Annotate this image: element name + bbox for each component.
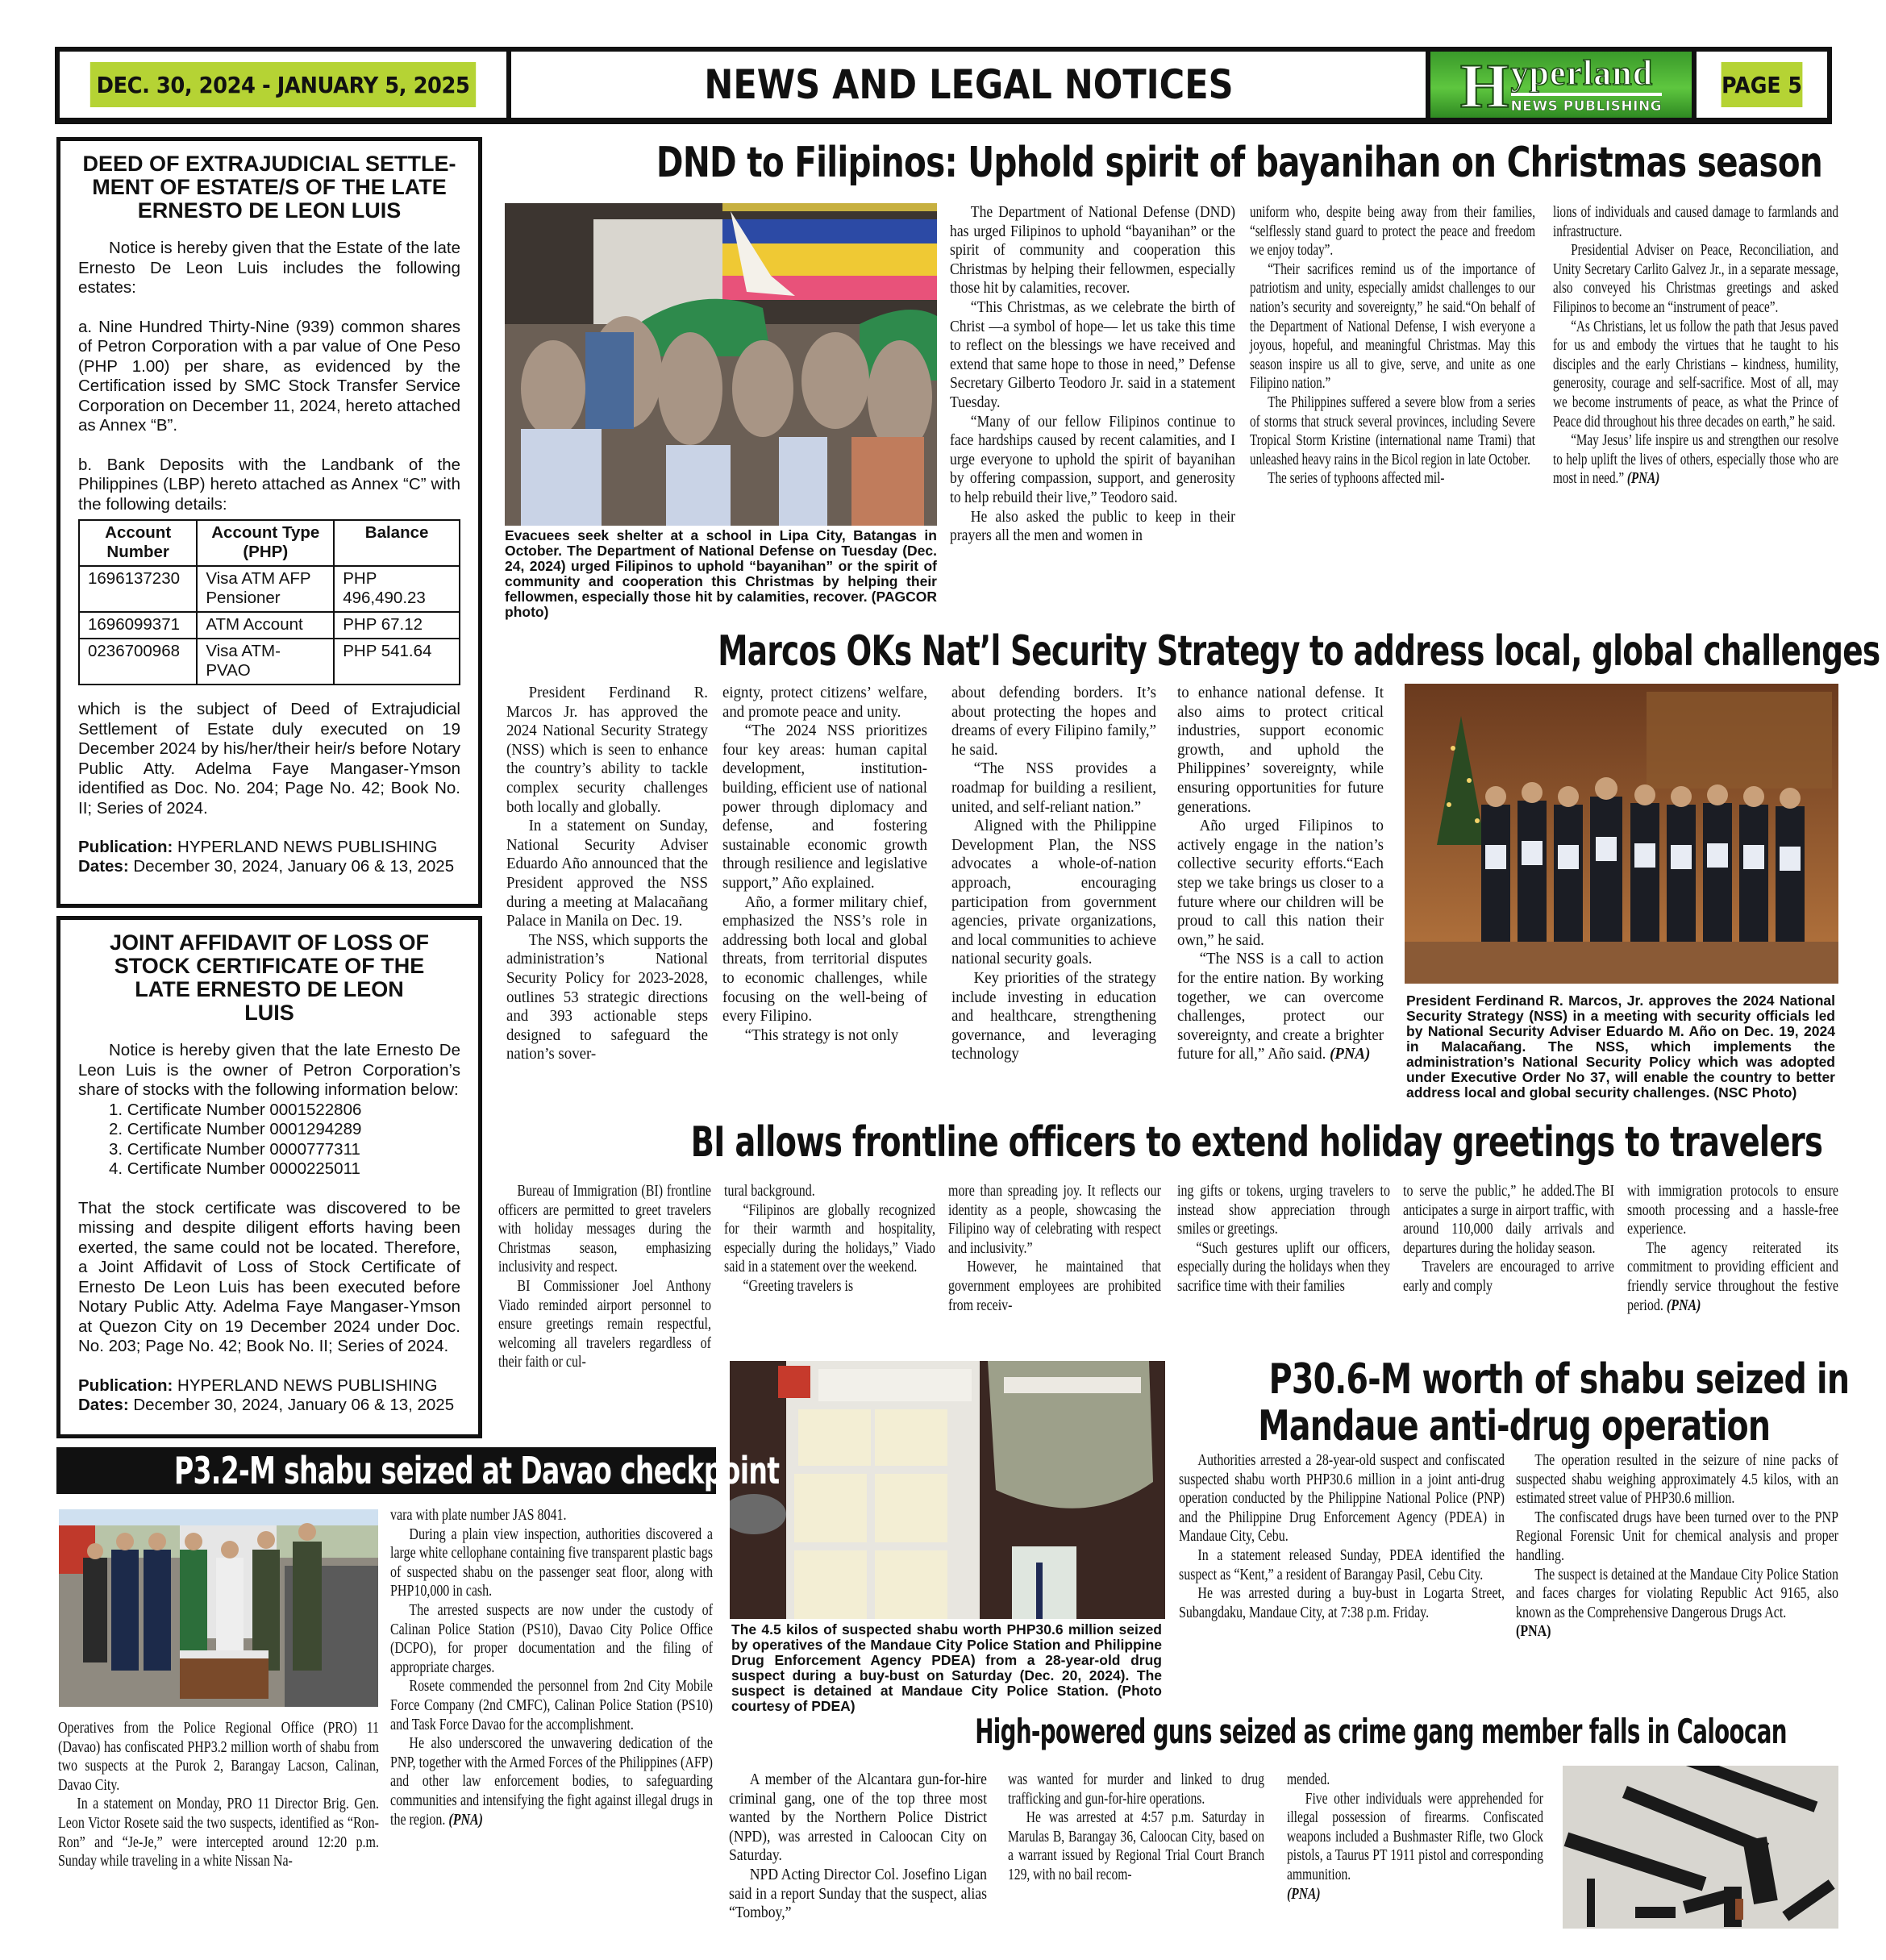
headline [492, 626, 1880, 677]
notice-intro: Notice is hereby given that the late Ernesto De Leon Luis is the owner of Petron Corporation’s share of stocks with the following information below: [78, 1041, 460, 1099]
news-credit: (PNA) [1330, 1045, 1371, 1063]
headline [766, 1711, 1787, 1753]
paragraph: “Filipinos are globally recognized for their warmth and hospitality, especially during the holidays,” Viado said in a statement over the weekend. [724, 1201, 935, 1276]
account-number: 0236700968 [79, 639, 197, 685]
account-type: ATM Account [197, 612, 334, 639]
news-credit: (PNA) [1516, 1622, 1551, 1641]
news-credit: (PNA) [1666, 1296, 1701, 1314]
paragraph: The Department of National Defense (DND) has urged Filipinos to uphold “bayanihan” or the spirit of community and cooperation this Christmas by helping their fellowmen, especially those hit by calamities, recover. [950, 203, 1235, 298]
column-header: Account Number [79, 520, 197, 566]
paragraph: Travelers are encouraged to arrive early and comply [1403, 1258, 1614, 1295]
logo-letter: H [1459, 50, 1509, 121]
paragraph: In a statement released Sunday, PDEA identified the suspect as “Kent,” a resident of Barangay Pasil, Cebu City. [1179, 1546, 1505, 1583]
paragraph: uniform who, despite being away from their families, “selflessly stand guard to protect the peace and freedom we enjoy today”. [1250, 203, 1535, 260]
article-column [1553, 203, 1838, 489]
paragraph: However, he maintained that government employees are prohibited from receiv- [948, 1258, 1161, 1314]
article-column [951, 684, 1156, 1064]
paragraph: Bureau of Immigration (BI) frontline officers are permitted to greet travelers with holiday messages during the Christmas season, emphasizing inclusivity and respect. [498, 1182, 711, 1276]
legal-notice-affidavit-of-loss [56, 916, 482, 1438]
paragraph: President Ferdinand R. Marcos Jr. has approved the 2024 National Security Strategy (NSS) which is seen to enhance the country’s ability to tackle complex security challenges both locally and globally. [506, 684, 708, 816]
paragraph: “This strategy is not only [744, 1026, 899, 1044]
paragraph: “Their sacrifices remind us of the importance of patriotism and unity, especially amidst challenges to our nation’s security and sovereignty,” he said.“On behalf of the Department of National Defense, I wish everyone a joyous, hopeful, and meaningful Christmas. May this season inspire us all to give, serve, and unite as one Filipino nation.” [1250, 260, 1535, 393]
photo-caption: Evacuees seek shelter at a school in Lipa City, Batangas in October. The Department of National Defense on Tuesday (Dec. 24, 2024) urged Filipinos to uphold “bayanihan” or the spirit of community and cooperation this Christmas by helping their fellowmen, especially those hit by calamities, recover. (PAGCOR photo) [505, 527, 937, 620]
nss-meeting-photo [1405, 684, 1838, 984]
paragraph: The operation resulted in the seizure of nine packs of suspected shabu weighing approximately 4.5 kilos, with an estimated street value of PHP30.6 million. [1516, 1451, 1838, 1508]
photo-caption: The 4.5 kilos of suspected shabu worth PHP30.6 million seized by operatives of the Mandaue City Police Station and Philippine Drug Enforcement Agency PDEA) from a 28-year-old drug suspect during a buy-bust on Saturday (Dec. 20, 2024). The suspect is detained at Mandaue City Police Station. (Photo courtesy of PDEA) [731, 1621, 1162, 1714]
notice-closing: That the stock certificate was discovered to be missing and despite diligent efforts having been exerted, the same could not be located. Therefore, a Joint Affidavit of Loss of Stock Certificate of Ernesto De Leon Luis has been executed before Notary Public Atty. Adelma Faye Mangaser-Ymson at Quezon City on 19 December 2024 under Doc. No. 203; Page No. 42; Book No. II; Series of 2024. [78, 1198, 460, 1355]
account-type: Visa ATM-PVAO [197, 639, 334, 685]
logo-text [1510, 52, 1663, 114]
article-column [1179, 1451, 1505, 1622]
paragraph: lions of individuals and caused damage to farmlands and infrastructure. [1553, 203, 1838, 240]
dates-label: Dates: [78, 1395, 129, 1414]
headline [492, 1117, 1863, 1168]
column-body [948, 1182, 1161, 1315]
section-title-cell [511, 52, 1430, 118]
paragraph: A member of the Alcantara gun-for-hire criminal gang, one of the top three most wanted by the Northern Police District (NPD), was arrested in Caloocan City on Saturday. [729, 1771, 987, 1865]
publication-info [78, 838, 460, 876]
news-credit: (PNA) [448, 1810, 484, 1829]
column-body [1179, 1451, 1505, 1622]
hyperland-logo [1430, 50, 1697, 121]
article-column [1177, 1182, 1390, 1296]
checkpoint-photo-art [59, 1509, 378, 1707]
article-column [1008, 1771, 1264, 1885]
paragraph: “The NSS is a call to action for the entire nation. By working together, we can overcome challenges, protect our sovereignty, and create a brighter future for all,” Año said. [1177, 950, 1384, 1063]
account-number: 1696099371 [79, 612, 197, 639]
photo-caption: President Ferdinand R. Marcos, Jr. approves the 2024 National Security Strategy (NSS) in a meeting with security officials led by National Security Adviser Eduardo M. Año on Dec. 19, 2024 in Malacañang. The NSS, which implements the administration’s National Security Policy which was adopted under Executive Order No 37, will enable the country to better address local and global security challenges. (NSC Photo) [1406, 992, 1835, 1101]
article-column [950, 203, 1235, 546]
issue-date: DEC. 30, 2024 - JANUARY 5, 2025 [90, 62, 476, 107]
evacuees-photo-art [505, 203, 937, 526]
dates-label: Dates: [78, 857, 129, 876]
paragraph: Key priorities of the strategy include investing in education and healthcare, strengthening governance, and leveraging technology [951, 968, 1156, 1063]
paragraph: Authorities arrested a 28-year-old suspect and confiscated suspected shabu worth PHP30.6 million in a joint anti-drug operation conducted by the Philippine National Police (PNP) and the Philippine Drug Enforcement Agency (PDEA) in Mandaue City, Cebu. [1179, 1451, 1505, 1546]
certificate-list [109, 1101, 460, 1180]
article-column [948, 1182, 1161, 1315]
table-row [79, 566, 460, 612]
notice-item-b: b. Bank Deposits with the Landbank of the Philippines (LBP) hereto attached as Annex “C” with the following details: [78, 455, 460, 514]
column-body [951, 684, 1156, 1064]
column-body [1177, 684, 1384, 1064]
notice-intro: Notice is hereby given that the Estate of the late Ernesto De Leon Luis includes the following estates: [78, 239, 460, 297]
column-body [390, 1506, 713, 1829]
headline [56, 1447, 780, 1494]
column-body [506, 684, 708, 1064]
paragraph: more than spreading joy. It reflects our identity as a people, showcasing the Filipino way of celebrating with respect and inclusivity.” [948, 1182, 1161, 1257]
account-balance: PHP 541.64 [334, 639, 460, 685]
paragraph: Operatives from the Police Regional Office (PRO) 11 (Davao) has confiscated PHP3.2 million worth of shabu from two suspects at the Purok 2, Barangay Lacson, Calinan, Davao City. [58, 1719, 379, 1794]
column-body [724, 1182, 935, 1296]
article-column [1177, 684, 1384, 1064]
article-column [1516, 1451, 1838, 1642]
evacuees-photo [505, 203, 937, 526]
page-number: PAGE 5 [1722, 62, 1803, 107]
paragraph: The arrested suspects are now under the custody of Calinan Police Station (PS10), Davao City Police Office (DCPO), for proper documentation and the filing of appropriate charges. [390, 1600, 713, 1676]
headline-text: DND to Filipinos: Uphold spirit of bayanihan on Christmas season [656, 139, 1822, 187]
table-header-row [79, 520, 460, 566]
article-column [498, 1182, 711, 1372]
paragraph: Presidential Adviser on Peace, Reconciliation, and Unity Secretary Carlito Galvez Jr., in a separate message, also conveyed his Christmas greetings and asked Filipinos to become an “instrument of peace”. [1553, 241, 1838, 316]
paragraph: with immigration protocols to ensure smooth processing and a hassle-free experience. [1627, 1182, 1838, 1238]
paragraph: Rosete commended the personnel from 2nd City Mobile Force Company (2nd CMFC), Calinan Police Station (PS10) and Task Force Davao for the accomplishment. [390, 1677, 713, 1733]
headline [492, 137, 1863, 189]
news-credit: (PNA) [1287, 1884, 1321, 1903]
publication-value: HYPERLAND NEWS PUBLISHING [177, 838, 438, 856]
column-body [498, 1182, 711, 1372]
article-column [58, 1719, 379, 1871]
news-credit: (PNA) [1626, 469, 1660, 488]
publication-info [78, 1376, 460, 1415]
paragraph: Año, a former military chief, emphasized the NSS’s role in addressing both local and global threats, from territorial disputes to economic challenges, while focusing on the well-being of every Filipino. [722, 893, 927, 1026]
article-column [390, 1506, 713, 1829]
paragraph: “As Christians, let us follow the path that Jesus paved for us and embody the virtues that he taught to his disciples and the early Christians – kindness, humility, generosity, courage and self-sacrifice. Most of all, may we become instruments of peace, as what the Prince of Peace did throughout his three decades on earth,” he said. [1553, 317, 1838, 431]
bank-accounts-table [78, 519, 460, 685]
notice-item-a: a. Nine Hundred Thirty-Nine (939) common shares of Petron Corporation with a par value of One Peso (PHP 1.00) per share, as evidenced by the Certification issed by SMC Stock Transfer Service Corporation on December 11, 2024, hereto attached as Annex “B”. [78, 317, 460, 435]
paragraph: He also asked the public to keep in their prayers all the men and women in [950, 507, 1235, 545]
logo-mark [1459, 50, 1663, 121]
legal-notice-extrajudicial-settlement [56, 137, 482, 908]
column-body [1516, 1451, 1838, 1642]
paragraph: “This Christmas, as we celebrate the birth of Christ —a symbol of hope— let us take this time to reflect on the blessings we have received and extend that same hope to those in need,” Defense Secretary Gilberto Teodoro Jr. said in a statement Tuesday. [950, 298, 1235, 411]
certificate-item: 1. Certificate Number 0001522806 [109, 1100, 362, 1119]
paragraph: He also underscored the unwavering dedication of the PNP, together with the Armed Forces of the Philippines (AFP) and other law enforcement bodies, to safeguarding communities and intensifying the fight against illegal drugs in the region. [390, 1734, 713, 1829]
account-balance: PHP 496,490.23 [334, 566, 460, 612]
paragraph: In a statement on Monday, PRO 11 Director Brig. Gen. Leon Victor Rosete said the two suspects, identified as “Ron-Ron” and “Je-Je,” were intercepted around 12:20 p.m. Sunday while traveling in a white Nissan Na- [58, 1795, 379, 1871]
masthead [55, 47, 1832, 124]
paragraph: He was arrested at 4:57 p.m. Saturday in Marulas B, Barangay 36, Caloocan City, based on a warrant issued by Regional Trial Court Branch 129, with no bail recom- [1008, 1808, 1264, 1883]
column-body [1287, 1771, 1543, 1904]
paragraph: The agency reiterated its commitment to providing efficient and friendly service throughout the festive period. [1627, 1238, 1838, 1314]
paragraph: “The 2024 NSS prioritizes four key areas: human capital development, institution-building, efficient use of national power through diplomacy and defense, and fostering sustainable economic growth through resilience and legislative support,” Año explained. [722, 722, 927, 892]
column-header: Account Type (PHP) [197, 520, 334, 566]
paragraph: NPD Acting Director Col. Josefino Ligan said in a report Sunday that the suspect, alias “Tomboy,” [729, 1865, 987, 1922]
paragraph: He was arrested during a buy-bust in Logarta Street, Subangdaku, Mandaue City, at 7:38 p.m. Friday. [1179, 1584, 1505, 1621]
paragraph: “May Jesus’ life inspire us and strengthen our resolve to help uplift the lives of others, especially those who are most in need.” [1553, 431, 1838, 488]
paragraph: “Such gestures uplift our officers, especially during the holidays when they sacrifice time with their families [1177, 1238, 1390, 1295]
publication-label: Publication: [78, 1375, 173, 1395]
account-number: 1696137230 [79, 566, 197, 612]
article-column [1287, 1771, 1543, 1904]
column-body [1627, 1182, 1838, 1315]
publication-value: HYPERLAND NEWS PUBLISHING [177, 1375, 438, 1395]
seized-firearms-photo-art [1563, 1766, 1838, 1929]
publication-label: Publication: [78, 838, 173, 856]
headline-text: P3.2-M shabu seized at Davao checkpoint [173, 1449, 780, 1492]
paragraph: “Greeting travelers is [743, 1276, 854, 1295]
column-body [722, 684, 927, 1045]
paragraph: tural background. [724, 1182, 815, 1200]
paragraph: was wanted for murder and linked to drug trafficking and gun-for-hire operations. [1008, 1771, 1264, 1808]
dates-value: December 30, 2024, January 06 & 13, 2025 [133, 857, 455, 876]
certificate-item: 2. Certificate Number 0001294289 [109, 1120, 362, 1138]
headline-bar [56, 1447, 780, 1494]
paragraph: During a plain view inspection, authorities discovered a large white cellophane containing five transparent plastic bags of suspected shabu on the passenger seat floor, along with PHP10,000 in cash. [390, 1525, 713, 1600]
column-body [729, 1771, 987, 1923]
column-body [1177, 1182, 1390, 1296]
page-number-cell [1697, 52, 1827, 118]
account-balance: PHP 67.12 [334, 612, 460, 639]
paragraph: “Many of our fellow Filipinos continue to face hardships caused by recent calamities, and I urge everyone to uphold the spirit of bayanihan by offering compassion, support, and generosity to help rebuild their live,” Teodoro said. [950, 412, 1235, 506]
paragraph: The NSS, which supports the administration’s National Security Policy for 2023-2028, outlines 53 strategic directions and 393 actionable steps designed to safeguard the nation’s sover- [506, 930, 708, 1063]
paragraph: Año urged Filipinos to actively engage in the nation’s collective security efforts.“Each step we take brings us closer to a future where our children will be proud to call this nation their own,” he said. [1177, 817, 1384, 949]
paragraph: The suspect is detained at the Mandaue City Police Station and faces charges for violating Republic Act 9165, also known as the Comprehensive Dangerous Drugs Act. [1516, 1565, 1838, 1621]
seized-firearms-photo [1563, 1766, 1838, 1929]
certificate-item: 3. Certificate Number 0000777311 [109, 1139, 360, 1159]
headline-text: Marcos OKs Nat’l Security Strategy to address local, global challenges [718, 627, 1880, 676]
paragraph: Aligned with the Philippine Development Plan, the NSS advocates a whole-of-nation approach, encouraging participation from government agencies, private organizations, and local communities to achieve national security goals. [951, 817, 1156, 968]
paragraph: eignty, protect citizens’ welfare, and promote peace and unity. [722, 684, 927, 721]
article-column [729, 1771, 987, 1923]
paragraph: to serve the public,” he added.The BI anticipates a surge in airport traffic, with around 110,000 daily arrivals and departures during the holiday season. [1403, 1182, 1614, 1257]
column-header: Balance [334, 520, 460, 566]
logo-word: yperland [1510, 52, 1654, 93]
section-title: NEWS AND LEGAL NOTICES [703, 61, 1234, 108]
table-row [79, 612, 460, 639]
column-body [1403, 1182, 1614, 1296]
headline-text: BI allows frontline officers to extend holiday greetings to travelers [690, 1118, 1823, 1167]
paragraph: mended. [1287, 1771, 1330, 1788]
notice-closing: which is the subject of Deed of Extrajudicial Settlement of Estate duly executed on 19 December 2024 by his/her/their heir/s before Notary Public Atty. Adelma Faye Mangaser-Ymson identified as Doc. No. 204; Page No. 42; Book No. II; Series of 2024. [78, 700, 460, 818]
paragraph: about defending borders. It’s about protecting the hopes and dreams of every Filipino family,” he said. [951, 684, 1156, 759]
nss-meeting-photo-art [1405, 684, 1838, 984]
headline-text: High-powered guns seized as crime gang member falls in Caloocan [975, 1712, 1787, 1751]
headline-line: Mandaue anti-drug operation [1258, 1402, 1771, 1450]
paragraph: “The NSS provides a roadmap for building a resilient, united, and self-reliant nation.” [951, 759, 1156, 816]
article-column [724, 1182, 935, 1296]
dates-value: December 30, 2024, January 06 & 13, 2025 [133, 1395, 455, 1414]
article-column [1250, 203, 1535, 489]
article-column [1403, 1182, 1614, 1296]
column-body [1008, 1771, 1264, 1885]
paragraph: Five other individuals were apprehended for illegal possession of firearms. Confiscated weapons included a Bushmaster Rifle, two Glock pistols, a Taurus PT 1911 pistol and corresponding ammunition. [1287, 1789, 1543, 1883]
issue-date-cell [60, 52, 511, 118]
column-body [58, 1719, 379, 1871]
seized-shabu-photo-art [730, 1361, 1165, 1619]
paragraph: The confiscated drugs have been turned over to the PNP Regional Forensic Unit for chemical analysis and proper handling. [1516, 1508, 1838, 1564]
notice-title: DEED OF EXTRAJUDICIAL SETTLE-MENT OF ESTATE/S OF THE LATE ERNESTO DE LEON LUIS [82, 152, 456, 223]
logo-subtitle: NEWS PUBLISHING [1510, 98, 1663, 114]
table-row [79, 639, 460, 685]
column-body [1250, 203, 1535, 489]
account-type: Visa ATM AFP Pensioner [197, 566, 334, 612]
paragraph: vara with plate number JAS 8041. [390, 1506, 567, 1524]
paragraph: to enhance national defense. It also aims to protect critical industries, support economic growth, and uphold the Philippines’ sovereignty, while ensuring opportunities for future generations. [1177, 684, 1384, 816]
seized-shabu-photo [730, 1361, 1165, 1619]
headline-line: P30.6-M worth of shabu seized in [1268, 1355, 1850, 1404]
paragraph: BI Commissioner Joel Anthony Viado reminded airport personnel to ensure greetings remain respectful, welcoming all travelers regardless of their faith or cul- [498, 1276, 711, 1371]
headline [1177, 1355, 1850, 1450]
column-body [950, 203, 1235, 546]
article-column [1627, 1182, 1838, 1315]
column-body [1553, 203, 1838, 489]
article-column [506, 684, 708, 1064]
certificate-item: 4. Certificate Number 0000225011 [109, 1159, 360, 1178]
paragraph: ing gifts or tokens, urging travelers to instead show appreciation through smiles or greetings. [1177, 1182, 1390, 1238]
article-column [722, 684, 927, 1045]
logo-divider [1511, 93, 1663, 96]
paragraph: The series of typhoons affected mil- [1268, 469, 1445, 488]
paragraph: The Philippines suffered a severe blow from a series of storms that struck several provinces, including Severe Tropical Storm Kristine (international name Trami) that unleashed heavy rains in the Bicol region in late October. [1250, 393, 1535, 468]
notice-title: JOINT AFFIDAVIT OF LOSS OF STOCK CERTIFICATE OF THE LATE ERNESTO DE LEON LUIS [110, 930, 429, 1025]
checkpoint-photo [59, 1509, 378, 1707]
paragraph: In a statement on Sunday, National Security Adviser Eduardo Año announced that the President approved the NSS during a meeting at Malacañang Palace in Manila on Dec. 19. [506, 817, 708, 930]
